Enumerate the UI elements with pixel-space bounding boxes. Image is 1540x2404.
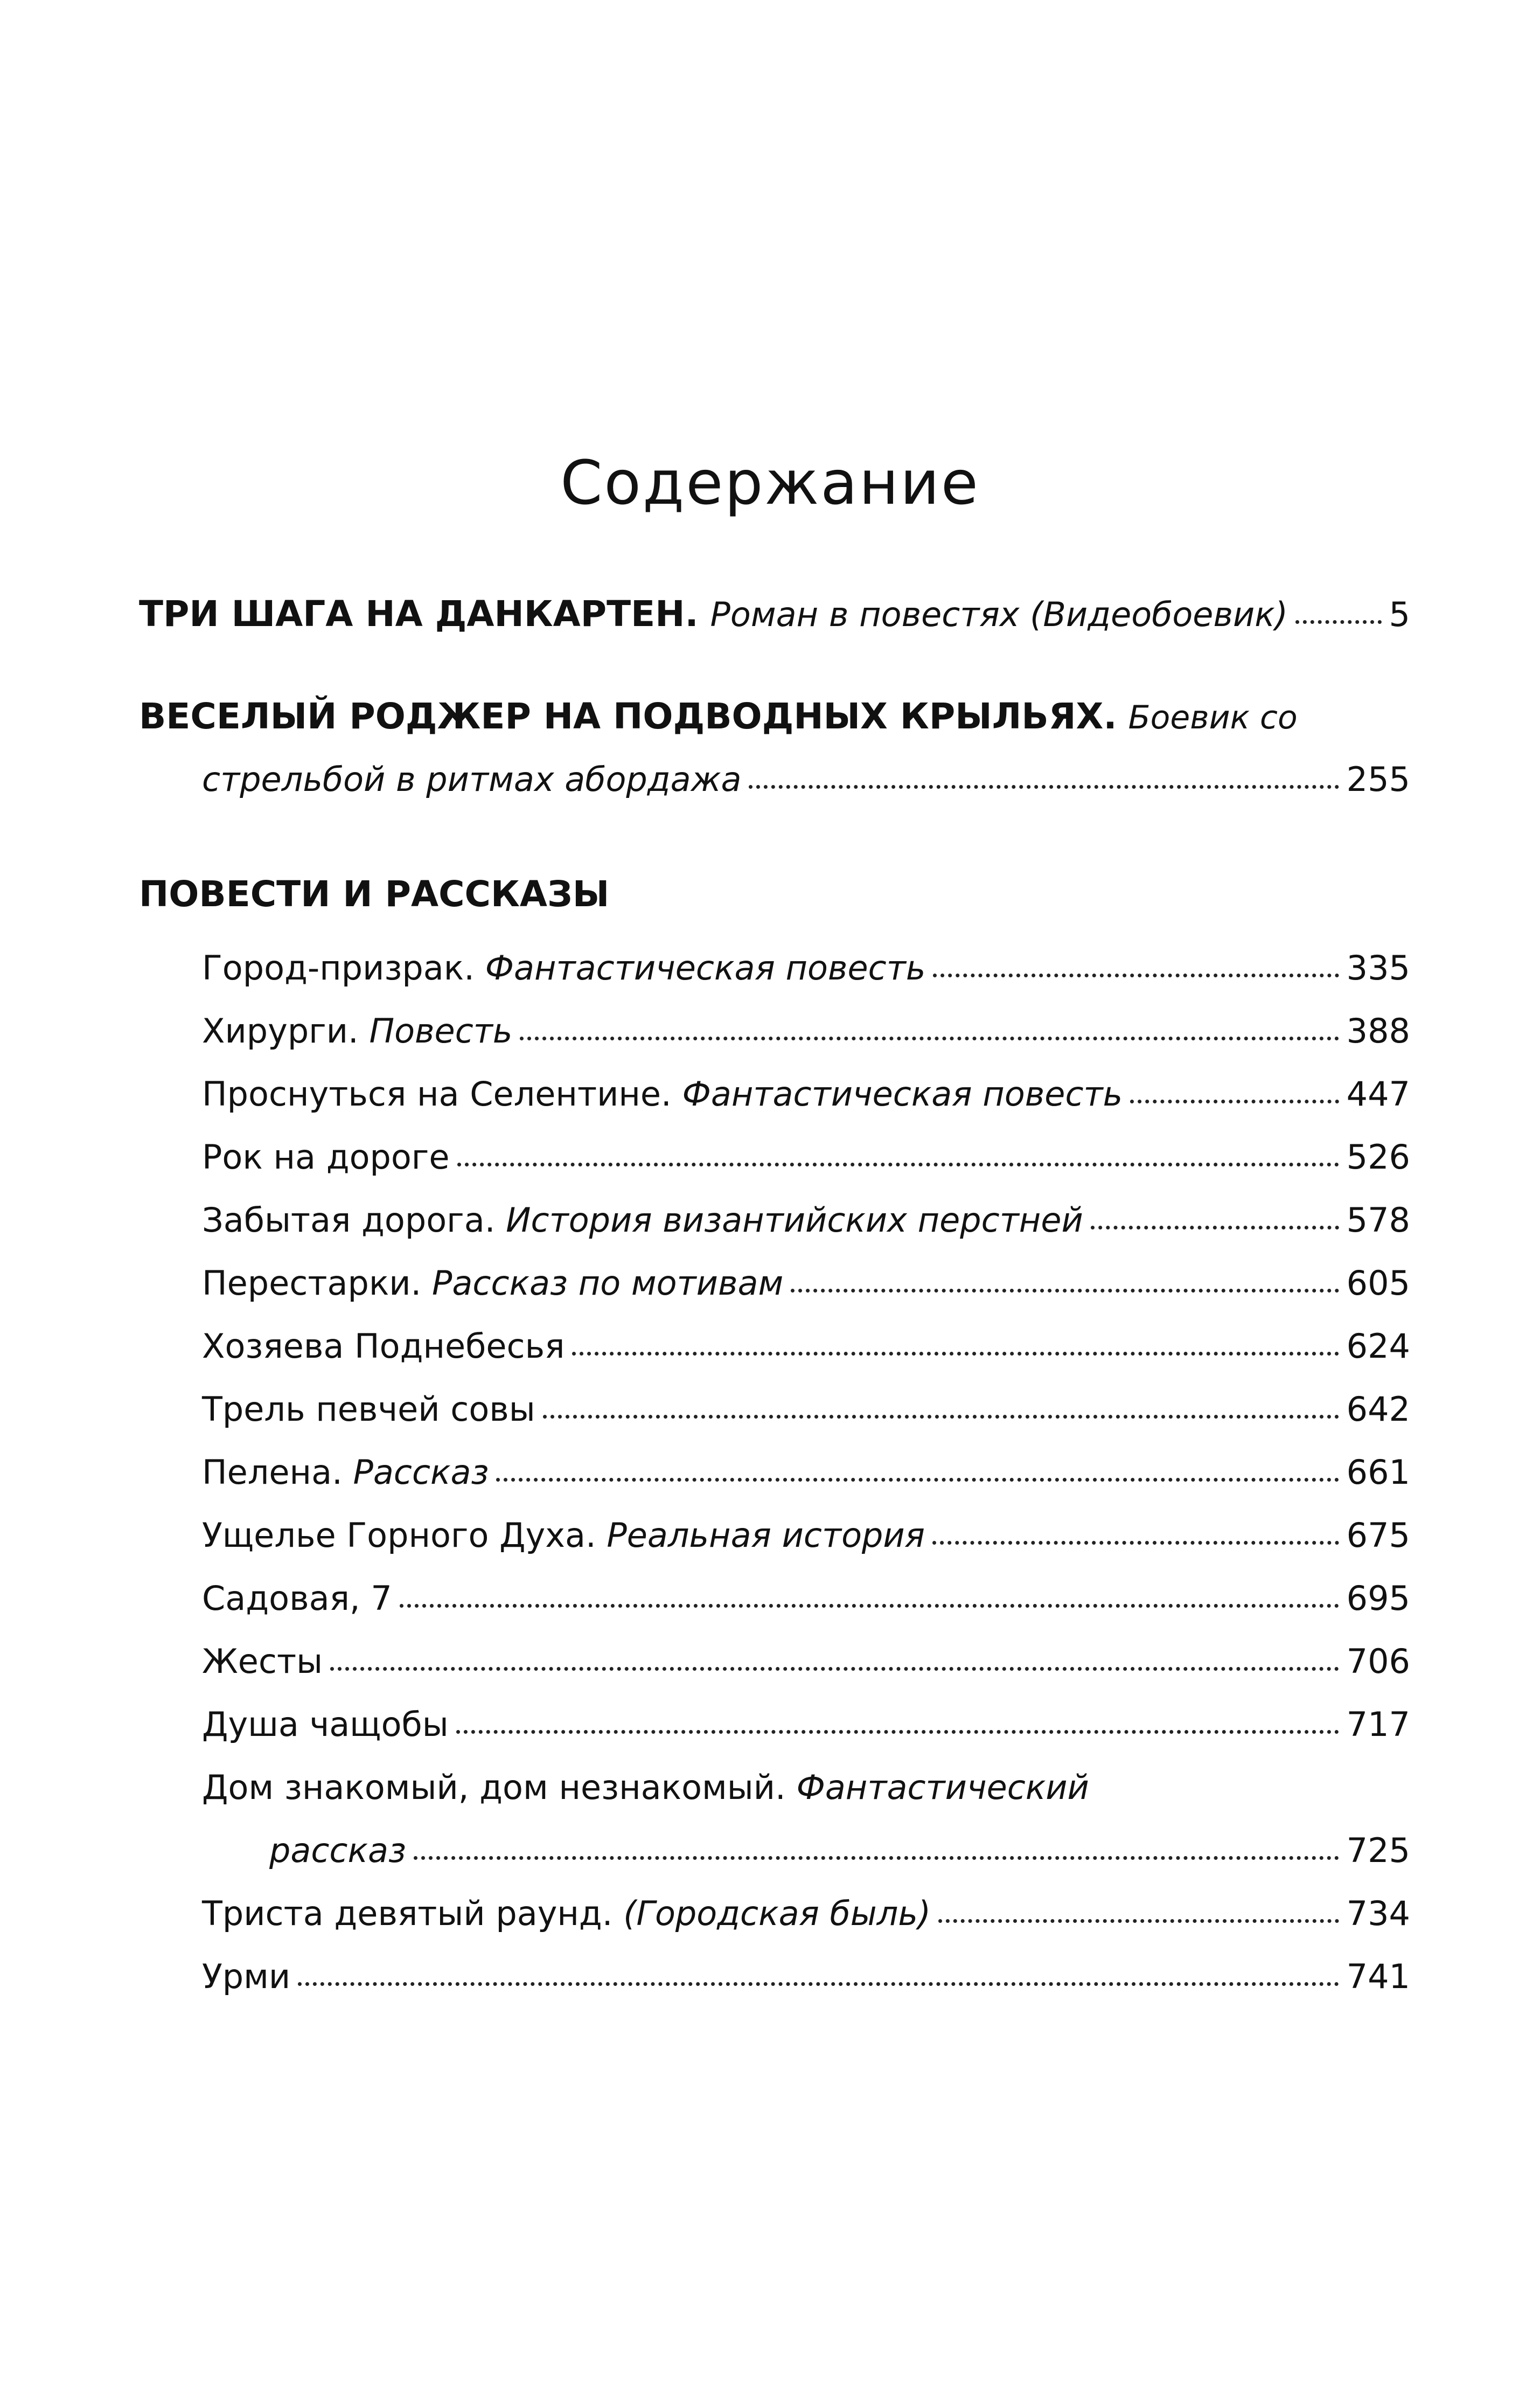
toc-item-title: Триста девятый раунд. (202, 1894, 613, 1933)
toc-item-page: 335 (1346, 948, 1410, 988)
toc-item-page: 717 (1346, 1705, 1410, 1744)
toc-item-title: Трель певчей совы (202, 1389, 535, 1429)
toc-entry-subtitle: Роман в повестях (Видеобоевик) (710, 595, 1288, 634)
toc-item-page: 447 (1346, 1074, 1410, 1114)
toc-item-page: 388 (1346, 1011, 1410, 1051)
section-heading: ПОВЕСТИ И РАССКАЗЫ (139, 873, 610, 915)
toc-item-subtitle-continued: рассказ (269, 1831, 406, 1870)
dot-leader (456, 1730, 1339, 1734)
toc-item-subtitle: Фантастическая повесть (474, 948, 926, 988)
toc-item-page: 725 (1346, 1831, 1410, 1870)
toc-item-subtitle: История византийских перстней (495, 1200, 1083, 1240)
toc-item-title: Хирурги. (202, 1011, 359, 1051)
toc-item-title: Город-призрак. (202, 948, 475, 988)
toc-item-page: 675 (1346, 1516, 1410, 1555)
toc-entry-subtitle: Боевик со (1128, 699, 1298, 737)
toc-item-page: 526 (1346, 1137, 1410, 1177)
toc-item-subtitle: Реальная история (596, 1516, 925, 1555)
toc-item[interactable] (202, 1378, 1410, 1441)
toc-item[interactable] (202, 1882, 1410, 1946)
toc-item-title: Жесты (202, 1642, 323, 1681)
dot-leader (932, 1541, 1339, 1545)
dot-leader (791, 1289, 1339, 1293)
toc-item-title: Дом знакомый, дом незнакомый. (202, 1768, 786, 1807)
dot-leader (1130, 1100, 1339, 1103)
dot-leader (572, 1352, 1339, 1356)
toc-item-page: 642 (1346, 1389, 1410, 1429)
toc-entry-main-2-line2[interactable] (202, 748, 1410, 811)
toc-item[interactable] (202, 1567, 1410, 1630)
toc-item-title: Урми (202, 1957, 291, 1996)
toc-item-subtitle: Фантастическая повесть (671, 1074, 1123, 1114)
toc-item-page: 741 (1346, 1957, 1410, 1996)
dot-leader (400, 1604, 1339, 1608)
toc-item-page: 706 (1346, 1642, 1410, 1681)
dot-leader (749, 785, 1339, 789)
dot-leader (298, 1982, 1339, 1986)
toc-item-page: 605 (1346, 1263, 1410, 1303)
toc-item-title: Перестарки. (202, 1263, 422, 1303)
toc-item-subtitle: Рассказ по мотивам (421, 1263, 784, 1303)
dot-leader (520, 1037, 1339, 1040)
toc-item-subtitle: Повесть (358, 1011, 513, 1051)
toc-item-line2[interactable] (269, 1819, 1410, 1882)
toc-item[interactable] (202, 1125, 1410, 1189)
toc-item[interactable] (202, 1630, 1410, 1693)
dot-leader (1295, 620, 1382, 624)
toc-item[interactable] (202, 1189, 1410, 1252)
toc-item-subtitle: Фантастический (785, 1768, 1089, 1807)
toc-item[interactable] (202, 1693, 1410, 1756)
dot-leader (457, 1163, 1339, 1166)
toc-item-title: Забытая дорога. (202, 1200, 496, 1240)
toc-entry-page: 5 (1389, 595, 1410, 634)
dot-leader (933, 974, 1339, 977)
toc-item[interactable] (202, 1252, 1410, 1315)
dot-leader (414, 1856, 1339, 1860)
toc-item-page: 695 (1346, 1579, 1410, 1618)
toc-entry-main-2-line1[interactable] (139, 685, 1298, 749)
toc-item[interactable] (202, 1441, 1410, 1504)
toc-item-title: Пелена. (202, 1453, 343, 1492)
toc-item-subtitle: Рассказ (342, 1453, 489, 1492)
toc-item-line1[interactable] (202, 1756, 1089, 1819)
toc-item-page: 734 (1346, 1894, 1410, 1933)
toc-item-title: Душа чащобы (202, 1705, 449, 1744)
toc-entry-page: 255 (1346, 760, 1410, 799)
toc-item-page: 661 (1346, 1453, 1410, 1492)
toc-item-page: 578 (1346, 1200, 1410, 1240)
toc-item-title: Проснуться на Селентине. (202, 1074, 672, 1114)
dot-leader (543, 1415, 1339, 1419)
toc-item[interactable] (202, 999, 1410, 1063)
toc-entry-title: ВЕСЕЛЫЙ РОДЖЕР НА ПОДВОДНЫХ КРЫЛЬЯХ. (139, 696, 1117, 737)
toc-item[interactable] (202, 936, 1410, 1000)
toc-entry-subtitle-continued: стрельбой в ритмах абордажа (202, 760, 742, 799)
dot-leader (496, 1478, 1339, 1482)
toc-item-title: Рок на дороге (202, 1137, 450, 1177)
page-title: Содержание (560, 448, 980, 518)
dot-leader (938, 1919, 1339, 1923)
toc-item[interactable] (202, 1315, 1410, 1378)
dot-leader (330, 1667, 1339, 1671)
toc-item-title: Садовая, 7 (202, 1579, 392, 1618)
toc-item-title: Ущелье Горного Духа. (202, 1516, 596, 1555)
toc-item-subtitle: (Городская быль) (612, 1894, 931, 1933)
toc-item[interactable] (202, 1062, 1410, 1126)
toc-item-page: 624 (1346, 1326, 1410, 1366)
toc-entry-title: ТРИ ШАГА НА ДАНКАРТЕН. (139, 593, 699, 635)
toc-item[interactable] (202, 1504, 1410, 1567)
toc-item[interactable] (202, 1945, 1410, 2009)
dot-leader (1091, 1226, 1339, 1229)
toc-item-title: Хозяева Поднебесья (202, 1326, 565, 1366)
toc-entry-main-1[interactable] (139, 582, 1410, 646)
